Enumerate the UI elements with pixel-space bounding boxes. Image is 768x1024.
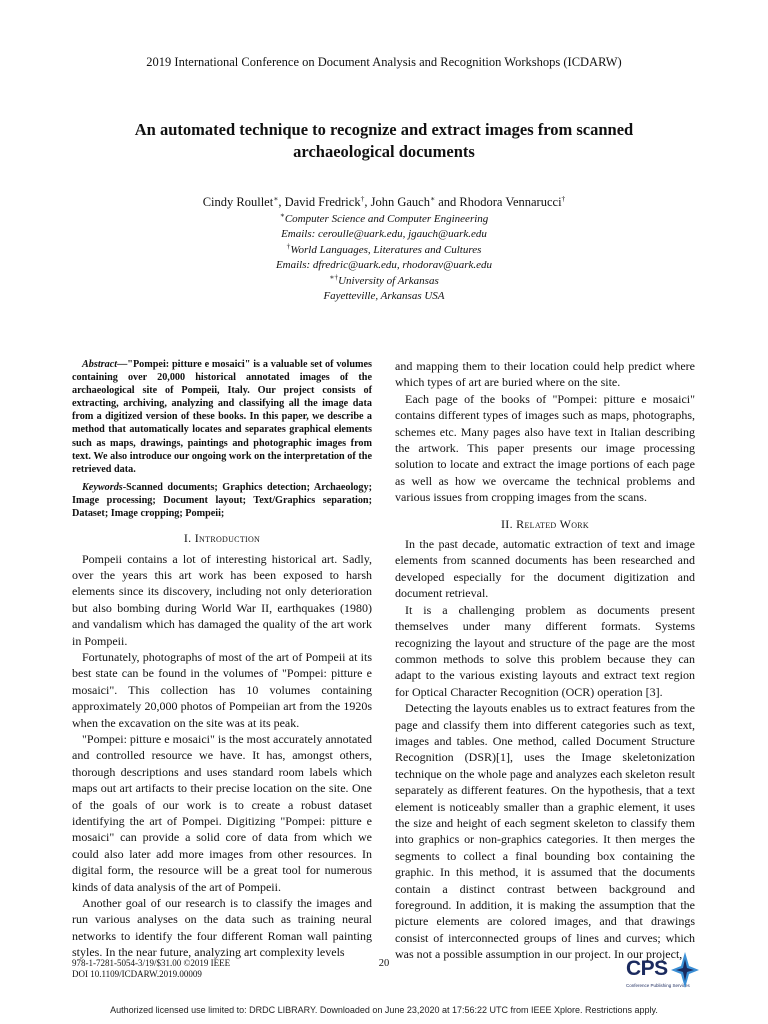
intro-paragraph: Another goal of our research is to classify the images and run various analyses on the data such as training neural networks to identify the four different Roman wall painting styles. In the near future, analyzing art complexity levels	[72, 896, 372, 960]
cps-logo	[618, 950, 698, 998]
affiliations	[0, 212, 768, 304]
download-notice: Authorized licensed use limited to: DRDC LIBRARY. Downloaded on June 23,2020 at 17:56:22 UTC from IEEE Xplore. Restrictions apply.	[110, 1005, 658, 1015]
cps-star-icon	[670, 950, 700, 990]
keywords-text: -Scanned documents; Graphics detection; Archaeology; Image processing; Document layout; Text/Graphics separation; Dataset; Image cropping; Pompeii;	[72, 481, 372, 520]
cps-logo-subtitle: Conference Publishing Services	[626, 983, 690, 988]
paper-title-line1: An automated technique to recognize and extract images from scanned	[134, 120, 634, 139]
related-work-paragraph: Detecting the layouts enables us to extract features from the page and classify them into different categories such as text, images and tables. One method, called Document Structure Recognition (DSR)[1], uses the Image skeletonization technique on the whole page and analyzes each skeleton result separately as different features. On the hypothesis, that a text element is noticeably smaller than a graphic element, it uses the size and height of each segment skeleton to classify them into graphics or non-graphics categories. It then merges the segments to collect a final bounding box containing the graphic. In this method, it is assumed that the documents contain a distinct contrast between background and foreground. In addition, it is making the assumption that the picture elements are colored images, and that drawings consist of interconnected groups of lines and curves; which was not a possible assumption in our project. In our project,	[395, 701, 695, 962]
intro-paragraph: "Pompei: pitture e mosaici" is the most accurately annotated and controlled resource we have. It has, amongst others, thorough descriptions and uses standard room labels which maps out art artifacts to their precise location on the site. One of the goals of our work is to create a robust dataset identifying the art of Pompei. Digitizing "Pompei: pitture e mosaici" can provide a solid core of data from which we could also later add more images from other resources. In digital form, the resource will be a great tool for numerous kinds of data analysis of the art of Pompeii.	[72, 732, 372, 894]
intro-paragraph: Fortunately, photographs of most of the art of Pompeii at its best state can be found in the volumes of "Pompei: pitture e mosaici". This collection has 10 volumes containing approximately 20,000 photos of Pompeiian art from the 1920s when the excavation on the site was at its peak.	[72, 649, 372, 730]
page-number: 20	[378, 958, 390, 969]
author-mark: ∗	[429, 193, 436, 203]
affiliation-university-text: University of Arkansas	[338, 274, 439, 287]
cps-logo-text: CPS	[626, 957, 668, 980]
affiliation-mark: †	[286, 241, 291, 251]
intro-continuation: and mapping them to their location could help predict where which types of art are buried where on the site.	[395, 359, 695, 390]
affiliation-mark: ∗†	[329, 271, 339, 281]
section-heading-related-work: II. Related Work	[500, 516, 589, 531]
affiliation-emails1: Emails: ceroulle@uark.edu, jgauch@uark.edu	[281, 228, 487, 241]
intro-paragraph: Each page of the books of "Pompei: pitture e mosaici" contains different types of images such as maps, photographs, schemes etc. Many pages also have text in Italian describing the artwork. This paper presents our image processing solution to locate and extract the image portions of each page as well as how we overcame the technical problems and various issues from cropping images from the scans.	[395, 391, 695, 505]
author-mark: †	[561, 193, 566, 203]
left-column	[72, 358, 372, 961]
affiliation-mark: ∗	[279, 210, 285, 220]
section-heading-introduction: I. Introduction	[183, 531, 261, 546]
paper-title	[80, 119, 688, 163]
paper-title-line2: archaeological documents	[293, 142, 475, 161]
author-gauch: , John Gauch	[364, 195, 430, 209]
abstract-text: —"Pompei: pitture e mosaici" is a valuable set of volumes containing over 20,000 historical annotated images of the archaeological site of Pompeii, Italy. Our project consists of extracting, archiving, analyzing and classifying all the image data from a digitized version of these books. In this paper, we describe a method that automatically locates and separates graphical elements such as maps, drawings, paintings and photographic images from text. We also introduce our ongoing work on the interpretation of the retrieved data.	[72, 359, 372, 475]
author-fredrick: , David Fredrick	[278, 195, 361, 209]
affiliation-dept1-text: Computer Science and Computer Engineering	[284, 213, 489, 225]
footer-isbn: 978-1-7281-5054-3/19/$31.00 ©2019 IEEE	[72, 958, 231, 968]
keywords	[72, 481, 372, 520]
affiliation-emails2: Emails: dfredric@uark.edu, rhodorav@uark.edu	[275, 259, 493, 272]
related-work-paragraph: It is a challenging problem as documents present themselves under many different formats. Systems recognizing the layout and structure of the page are the most common methods to solve this problem because they can adapt to the various existing layouts and extract text region for Optical Character Recognition (OCR) operation [3].	[395, 602, 695, 699]
intro-paragraph: Pompeii contains a lot of interesting historical art. Sadly, over the years this art work has been exposed to harsh elements since its discovery, including not only deterioration but also bombing during World War II, earthquakes (1980) and vandalism which has damaged the quality of the art work in Pompeii.	[72, 551, 372, 648]
abstract-lead: Abstract	[82, 359, 118, 370]
abstract	[72, 358, 372, 476]
right-column	[395, 358, 695, 963]
affiliation-dept2	[0, 243, 768, 258]
author-vennarucci: and Rhodora Vennarucci	[435, 195, 562, 209]
author-list	[0, 194, 768, 211]
author-mark: †	[360, 193, 365, 203]
conference-header: 2019 International Conference on Document Analysis and Recognition Workshops (ICDARW)	[146, 55, 622, 69]
author-roullet: Cindy Roullet	[202, 195, 274, 209]
footer-doi: DOI 10.1109/ICDARW.2019.00009	[72, 969, 202, 979]
affiliation-location: Fayetteville, Arkansas USA	[323, 290, 445, 303]
related-work-paragraph: In the past decade, automatic extraction of text and image elements from scanned documents has been researched and developed especially for the document digitization and document retrieval.	[395, 537, 695, 601]
affiliation-dept2-text: World Languages, Literatures and Cultures	[290, 243, 482, 256]
affiliation-university	[0, 271, 768, 289]
keywords-lead: Keywords	[82, 481, 123, 493]
author-mark: ∗	[273, 193, 279, 203]
affiliation-dept1	[0, 212, 768, 227]
